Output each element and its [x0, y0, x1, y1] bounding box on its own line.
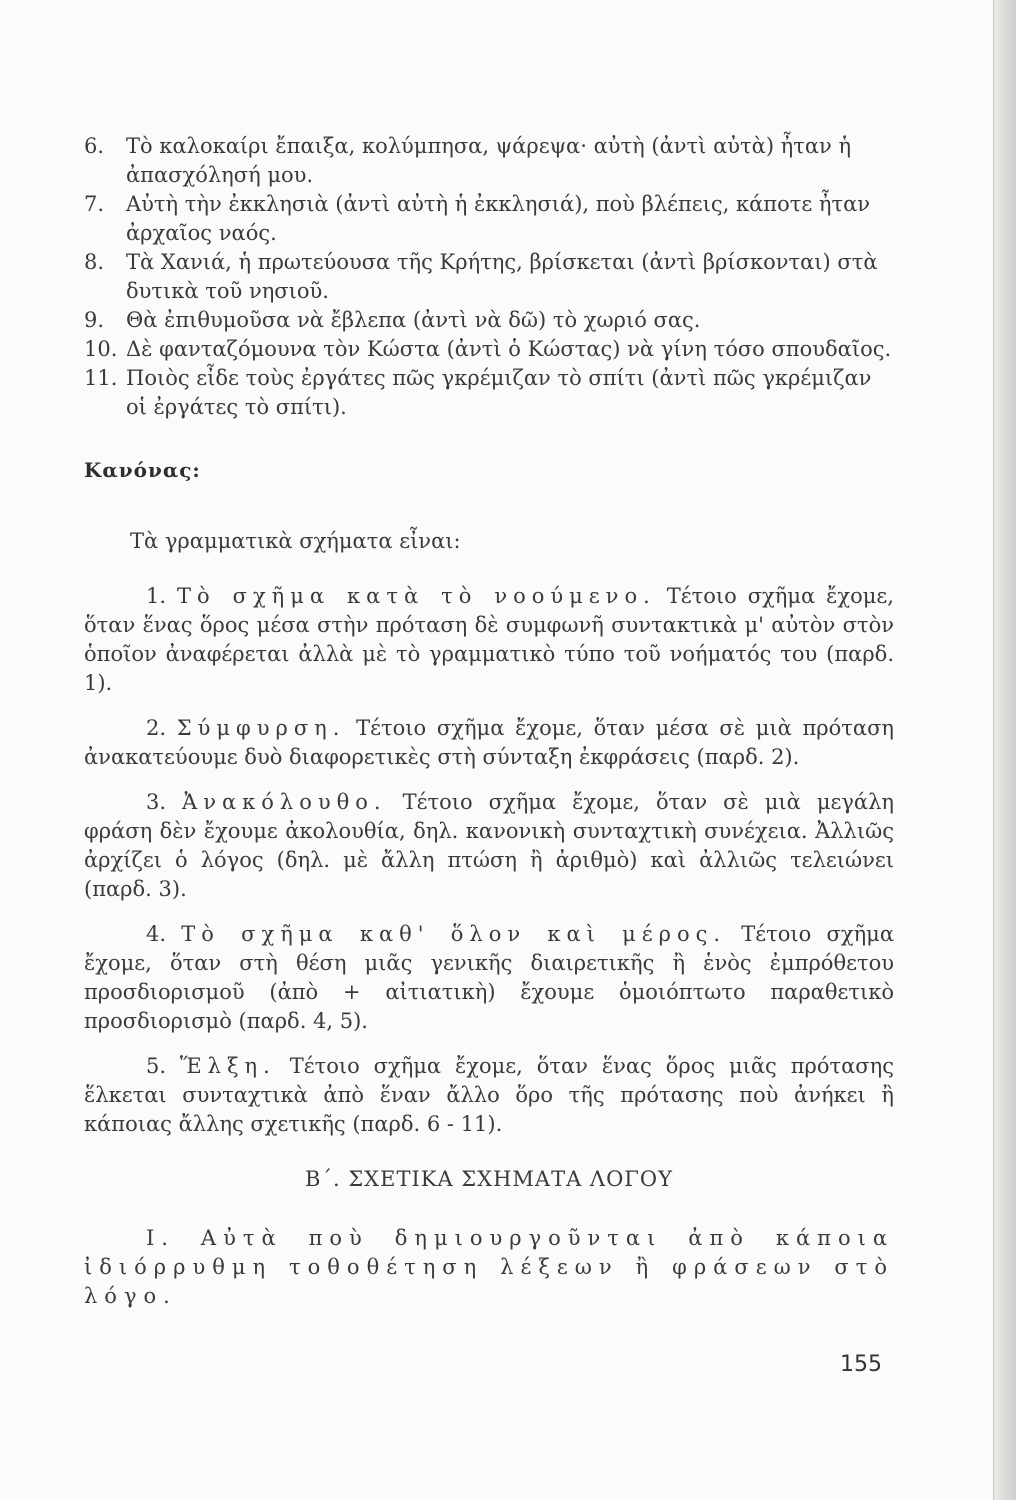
subsection-heading: I. Αὐτὰ ποὺ δημιουργοῦνται ἀπὸ κάποια ἰδιόρρυθμη τοθοθέτηση λέξεων ἢ φράσεων στὸ λόγο.: [84, 1226, 894, 1308]
rule-number: 4.: [146, 922, 182, 946]
rules-intro: Τὰ γραμματικὰ σχήματα εἶναι:: [130, 529, 461, 553]
example-number: 11.: [84, 366, 118, 390]
rule-paragraph: [84, 1052, 894, 1139]
rule-text: Τέτοιο σχῆμα ἔχομε, ὅταν μέσα σὲ μιὰ πρόταση ἀνακατεύουμε δυὸ διαφορετικὲς στὴ σύνταξη ἐκφράσεις (παρδ. 2).: [84, 716, 894, 769]
rule-term: Τὸ σχῆμα κατὰ τὸ νοούμενο.: [177, 584, 656, 608]
example-number: 7.: [84, 192, 105, 216]
rule-heading: Κανόνας:: [84, 458, 201, 482]
example-item: [84, 132, 894, 190]
rule-number: 5.: [146, 1054, 180, 1078]
rule-text: Τέτοιο σχῆμα ἔχομε, ὅταν ἕνας ὅρος μέσα στὴν πρόταση δὲ συμφωνῆ συντακτικὰ μ' αὐτὸν στὸν ὁποῖον ἀναφέρεται ἀλλὰ μὲ τὸ γραμματικὸ τύπο τοῦ νοήματός του (παρδ. 1).: [84, 584, 894, 695]
example-text: Θὰ ἐπιθυμοῦσα νὰ ἔβλεπα (ἀντὶ νὰ δῶ) τὸ χωριό σας.: [126, 308, 701, 332]
example-number: 10.: [84, 337, 118, 361]
example-item: [84, 306, 894, 335]
page-content: [84, 132, 894, 1311]
rule-term: Τὸ σχῆμα καθ' ὅλον καὶ μέρος.: [181, 922, 727, 946]
rule-term: Ἀνακόλουθο.: [182, 790, 387, 814]
rule-paragraph: [84, 788, 894, 904]
rule-text: Τέτοιο σχῆμα ἔχομε, ὅταν ἕνας ὅρος μιᾶς πρότασης ἕλκεται συνταχτικὰ ἀπὸ ἕναν ἄλλο ὅρο τῆς πρότασης ποὺ ἀνήκει ἢ κάποιας ἄλλης σχετικῆς (παρδ. 6 - 11).: [84, 1054, 894, 1136]
rule-paragraph: [84, 920, 894, 1036]
example-number: 9.: [84, 308, 105, 332]
rule-paragraph: [84, 714, 894, 772]
example-item: [84, 248, 894, 306]
rule-number: 3.: [146, 790, 183, 814]
example-text: Αὐτὴ τὴν ἐκκλησιὰ (ἀντὶ αὐτὴ ἡ ἐκκλησιά), ποὺ βλέπεις, κάποτε ἦταν ἀρχαῖος ναός.: [126, 192, 871, 245]
page-edge-shadow: [994, 0, 1016, 1500]
example-text: Τὰ Χανιά, ἡ πρωτεύουσα τῆς Κρήτης, βρίσκεται (ἀντὶ βρίσκονται) στὰ δυτικὰ τοῦ νησιοῦ.: [126, 250, 878, 303]
page-number: 155: [840, 1352, 882, 1377]
rule-number: 1.: [146, 584, 177, 608]
rule-term: Σύμφυρση.: [176, 716, 346, 740]
example-number: 8.: [84, 250, 105, 274]
example-text: Ποιὸς εἶδε τοὺς ἐργάτες πῶς γκρέμιζαν τὸ σπίτι (ἀντὶ πῶς γκρέμιζαν οἱ ἐργάτες τὸ σπίτι).: [126, 366, 872, 419]
examples-list: [84, 132, 894, 422]
example-text: Τὸ καλοκαίρι ἔπαιξα, κολύμπησα, ψάρεψα· αὐτὴ (ἀντὶ αὐτὰ) ἦταν ἡ ἀπασχόλησή μου.: [126, 134, 852, 187]
rules-list: [84, 582, 894, 1139]
rule-text: Τέτοιο σχῆμα ἔχομε, ὅταν σὲ μιὰ μεγάλη φράση δὲν ἔχουμε ἀκολουθία, δηλ. κανονικὴ συνταχτικὴ συνέχεια. Ἀλλιῶς ἀρχίζει ὁ λόγος (δηλ. μὲ ἄλλη πτώση ἢ ἀριθμὸ) καὶ ἀλλιῶς τελειώνει (παρδ. 3).: [84, 790, 894, 901]
example-item: [84, 190, 894, 248]
rule-term: Ἕλξη.: [179, 1054, 276, 1078]
rule-text: Τέτοιο σχῆμα ἔχομε, ὅταν στὴ θέση μιᾶς γενικῆς διαιρετικῆς ἢ ἑνὸς ἐμπρόθετου προσδιορισμοῦ (ἀπὸ + αἰτιατικὴ) ἔχουμε ὁμοιόπτωτο παραθετικὸ προσδιορισμὸ (παρδ. 4, 5).: [84, 922, 894, 1033]
example-number: 6.: [84, 134, 105, 158]
rule-paragraph: [84, 582, 894, 698]
example-item: [84, 335, 894, 364]
example-text: Δὲ φανταζόμουνα τὸν Κώστα (ἀντὶ ὁ Κώστας) νὰ γίνη τόσο σπουδαῖος.: [126, 337, 892, 361]
rule-number: 2.: [146, 716, 177, 740]
section-title: Β΄. ΣΧΕΤΙΚΑ ΣΧΗΜΑΤΑ ΛΟΓΟΥ: [305, 1167, 673, 1191]
example-item: [84, 364, 894, 422]
